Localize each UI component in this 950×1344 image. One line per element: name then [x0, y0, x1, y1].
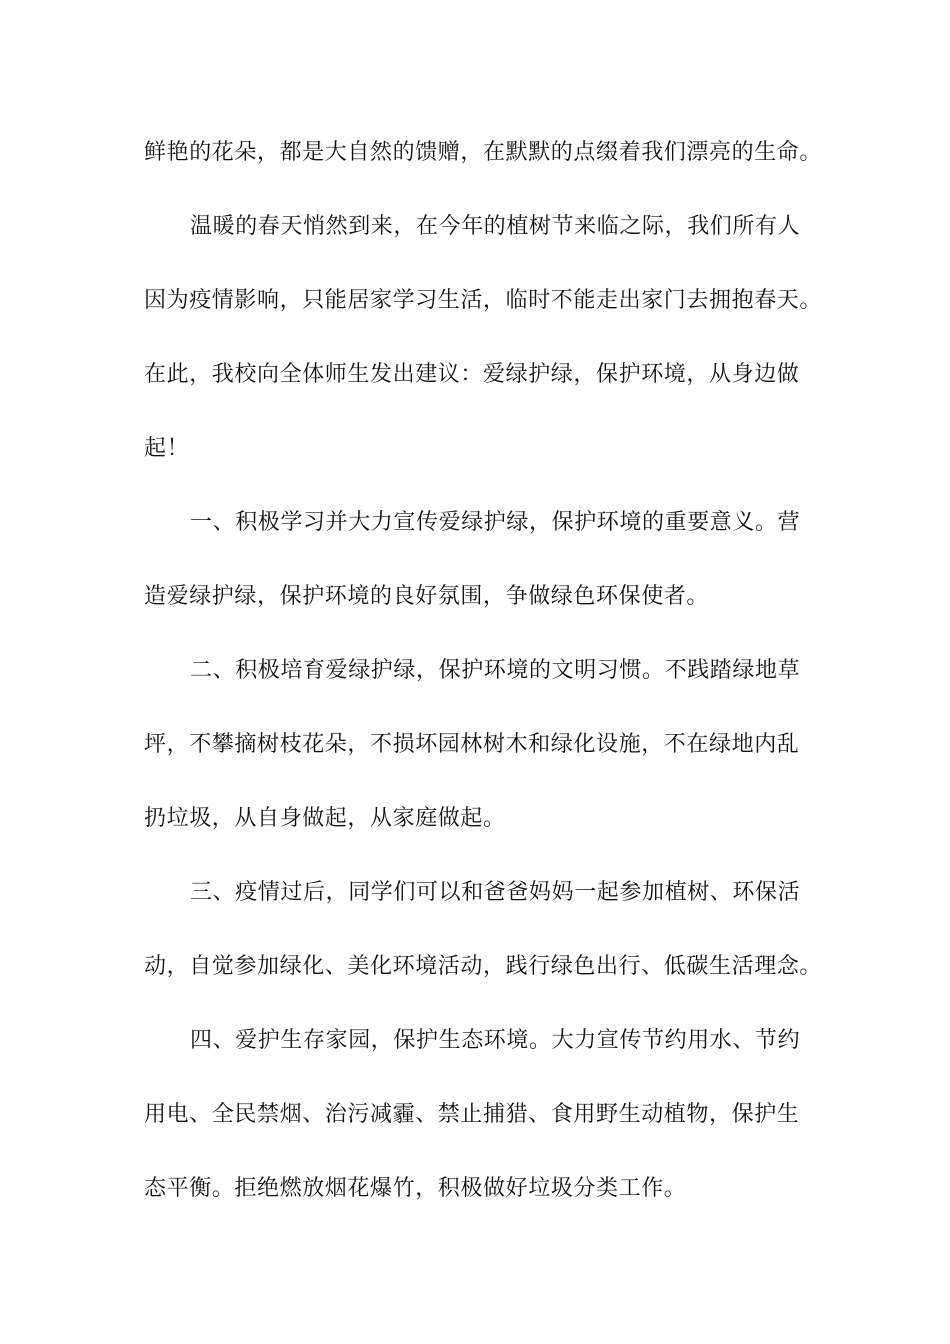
text-line: 用电、全民禁烟、治污减霾、禁止捕猎、食用野生动植物，保护生: [144, 1102, 800, 1127]
text-line: 在此，我校向全体师生发出建议：爱绿护绿，保护环境，从身边做: [144, 362, 800, 387]
text-line: 鲜艳的花朵，都是大自然的馈赠，在默默的点缀着我们漂亮的生命。: [144, 140, 823, 165]
text-line: 造爱绿护绿，保护环境的良好氛围，争做绿色环保使者。: [144, 584, 710, 609]
text-line: 动，自觉参加绿化、美化环境活动，践行绿色出行、低碳生活理念。: [144, 954, 823, 979]
text-line: 起！: [144, 436, 190, 461]
paragraph-first-line: 四、爱护生存家园，保护生态环境。大力宣传节约用水、节约: [190, 1028, 801, 1053]
paragraph-first-line: 二、积极培育爱绿护绿，保护环境的文明习惯。不践踏绿地草: [190, 658, 801, 683]
text-line: 因为疫情影响，只能居家学习生活，临时不能走出家门去拥抱春天。: [144, 288, 823, 313]
text-line: 态平衡。拒绝燃放烟花爆竹，积极做好垃圾分类工作。: [144, 1176, 687, 1201]
text-line: 扔垃圾，从自身做起，从家庭做起。: [144, 806, 506, 831]
paragraph-first-line: 三、疫情过后，同学们可以和爸爸妈妈一起参加植树、环保活: [190, 880, 801, 905]
paragraph-first-line: 一、积极学习并大力宣传爱绿护绿，保护环境的重要意义。营: [190, 510, 801, 535]
text-line: 坪，不攀摘树枝花朵，不损坏园林树木和绿化设施，不在绿地内乱: [144, 732, 800, 757]
document-body: [144, 116, 823, 1226]
paragraph-first-line: 温暖的春天悄然到来，在今年的植树节来临之际，我们所有人: [190, 214, 801, 239]
